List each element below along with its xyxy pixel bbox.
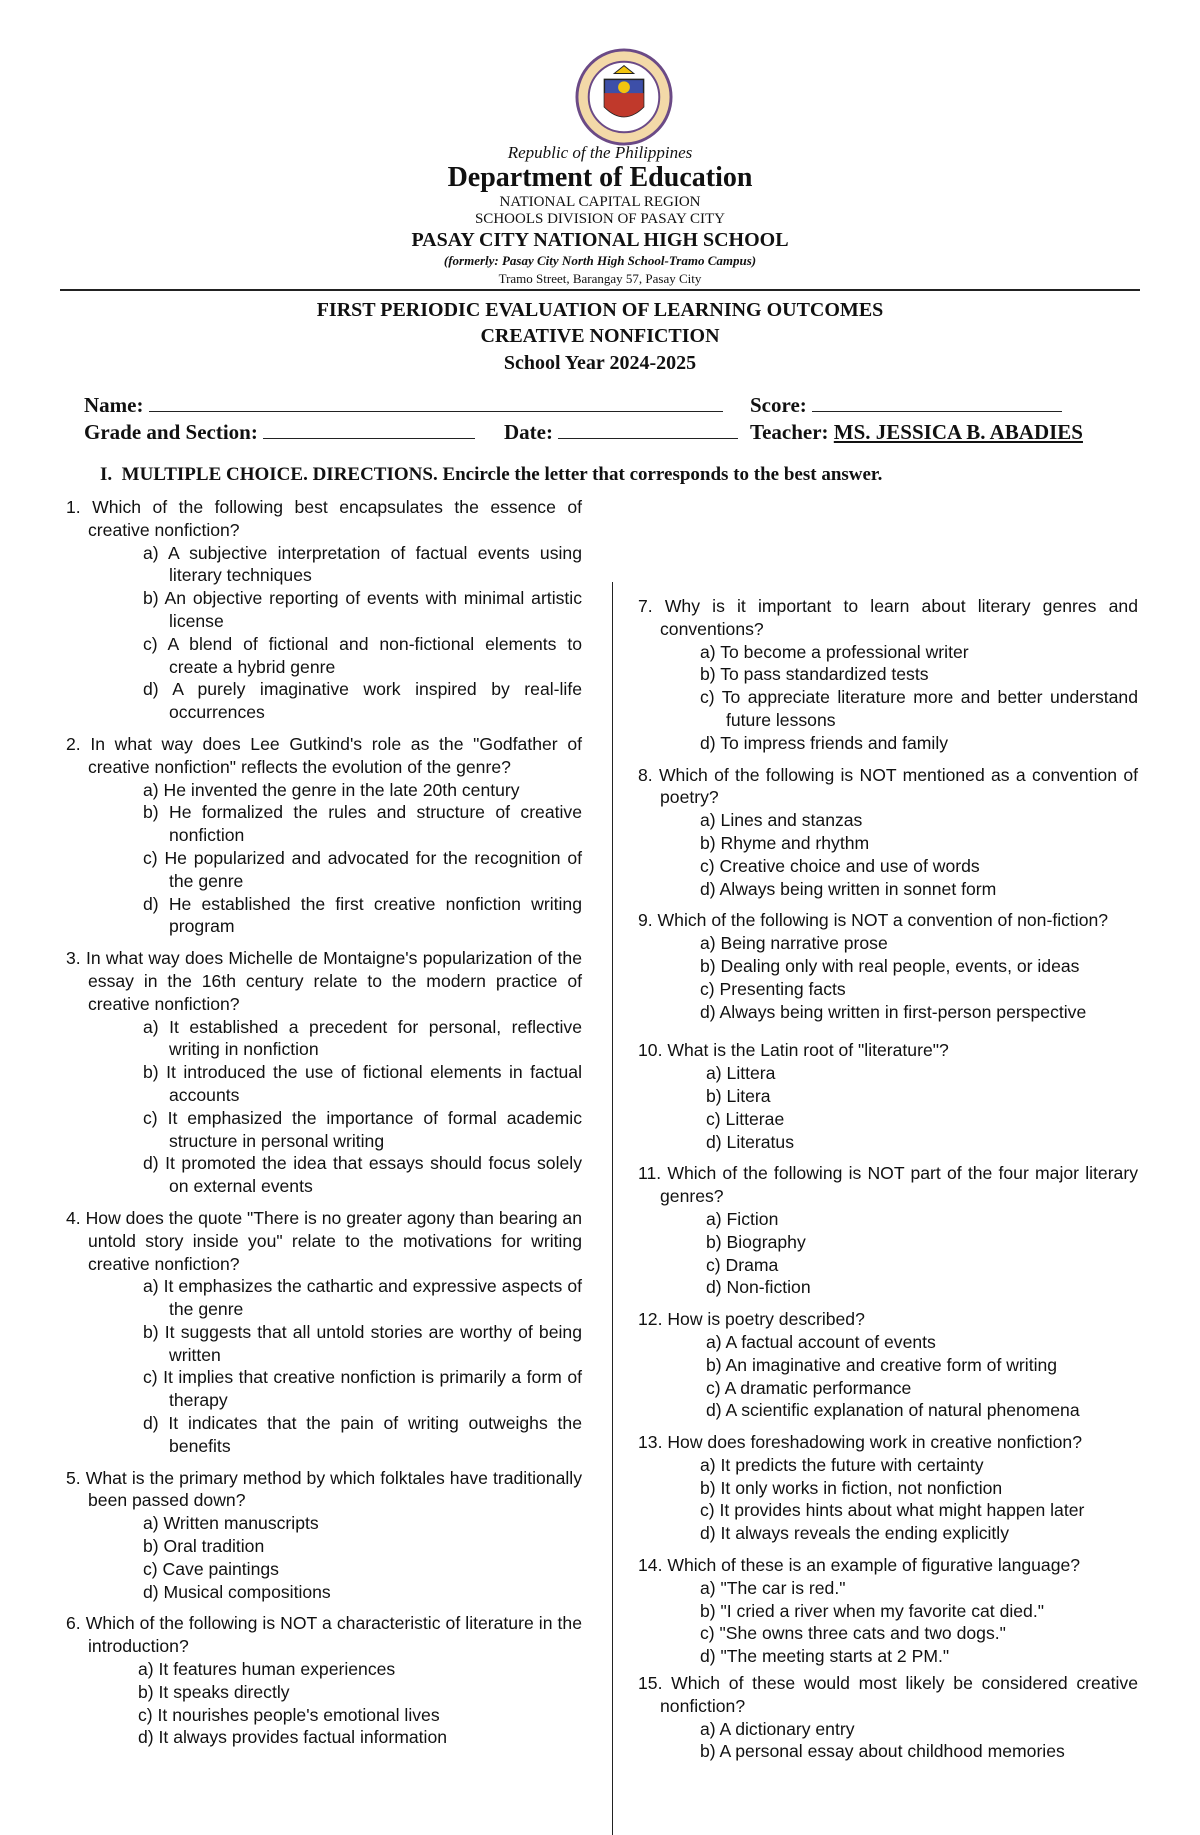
answer-option[interactable]: a) It emphasizes the cathartic and expressive aspects of the genre xyxy=(143,1276,582,1320)
answer-option[interactable]: d) Musical compositions xyxy=(143,1581,331,1602)
answer-option[interactable]: d) Non-fiction xyxy=(706,1277,811,1298)
score-field[interactable] xyxy=(750,393,1062,418)
answer-option[interactable]: b) It only works in fiction, not nonfiction xyxy=(700,1477,1003,1498)
grade-section-field[interactable] xyxy=(84,420,475,445)
answer-option[interactable]: c) Presenting facts xyxy=(700,978,846,999)
name-field[interactable] xyxy=(84,393,723,418)
answer-option[interactable]: c) Litterae xyxy=(706,1108,785,1129)
left-column xyxy=(66,496,582,1749)
question-text: 4. How does the quote "There is no greater agony than bearing an untold story inside you" relate to the motivations for writing creative nonfiction? xyxy=(66,1207,582,1274)
section-number: I. xyxy=(100,464,113,485)
exam-title: FIRST PERIODIC EVALUATION OF LEARNING OUTCOMES xyxy=(316,299,884,321)
answer-option[interactable]: b) It suggests that all untold stories are worthy of being written xyxy=(143,1321,582,1365)
question-item xyxy=(638,595,1138,755)
answer-option[interactable]: d) It indicates that the pain of writing outweighs the benefits xyxy=(143,1413,582,1456)
question-item xyxy=(66,733,582,938)
question-item xyxy=(66,1467,582,1604)
answer-option[interactable]: a) "The car is red." xyxy=(700,1577,846,1598)
name-label: Name: xyxy=(84,393,144,417)
name-blank[interactable] xyxy=(149,393,723,412)
question-item xyxy=(66,947,582,1198)
score-label: Score: xyxy=(750,393,807,417)
department-line: Department of Education xyxy=(447,162,753,193)
answer-option[interactable]: d) To impress friends and family xyxy=(700,732,949,753)
answer-option[interactable]: a) To become a professional writer xyxy=(700,641,969,662)
question-text: 2. In what way does Lee Gutkind's role as the "Godfather of creative nonfiction" reflects the evolution of the genre? xyxy=(66,733,582,777)
question-text: 3. In what way does Michelle de Montaigne's popularization of the essay in the 16th century relate to the modern practice of creative nonfiction? xyxy=(66,948,582,1014)
question-text: 14. Which of these is an example of figurative language? xyxy=(638,1555,1081,1576)
question-text: 13. How does foreshadowing work in creative nonfiction? xyxy=(638,1432,1083,1453)
question-text: 11. Which of the following is NOT part of the four major literary genres? xyxy=(638,1163,1138,1207)
answer-option[interactable]: c) He popularized and advocated for the recognition of the genre xyxy=(143,847,582,891)
question-item xyxy=(638,764,1138,901)
score-blank[interactable] xyxy=(812,393,1062,412)
answer-option[interactable]: b) "I cried a river when my favorite cat died." xyxy=(700,1600,1044,1621)
address-line: Tramo Street, Barangay 57, Pasay City xyxy=(498,271,702,286)
question-text: 7. Why is it important to learn about literary genres and conventions? xyxy=(638,596,1138,639)
republic-line: Republic of the Philippines xyxy=(507,143,693,162)
region-line: NATIONAL CAPITAL REGION xyxy=(499,194,701,210)
question-item xyxy=(638,909,1138,1023)
school-year: School Year 2024-2025 xyxy=(503,352,697,374)
answer-option[interactable]: c) A blend of fictional and non-fictional elements to create a hybrid genre xyxy=(143,633,582,677)
date-blank[interactable] xyxy=(558,420,738,439)
answer-option[interactable]: d) He established the first creative nonfiction writing program xyxy=(143,893,582,937)
answer-option[interactable]: b) An imaginative and creative form of writing xyxy=(706,1354,1058,1375)
answer-option[interactable]: a) Fiction xyxy=(706,1208,779,1229)
answer-option[interactable]: d) Always being written in sonnet form xyxy=(700,878,997,899)
answer-option[interactable]: b) Dealing only with real people, events, or ideas xyxy=(700,955,1080,976)
answer-option[interactable]: d) Literatus xyxy=(706,1131,795,1152)
answer-option[interactable]: c) To appreciate literature more and better understand future lessons xyxy=(700,687,1138,730)
answer-option[interactable]: a) Written manuscripts xyxy=(143,1513,319,1534)
question-text: 15. Which of these would most likely be considered creative nonfiction? xyxy=(638,1673,1138,1716)
answer-option[interactable]: b) He formalized the rules and structure of creative nonfiction xyxy=(143,802,582,846)
answer-option[interactable]: c) It emphasized the importance of formal academic structure in personal writing xyxy=(143,1107,582,1151)
division-line: SCHOOLS DIVISION OF PASAY CITY xyxy=(474,211,726,227)
answer-option[interactable]: a) Littera xyxy=(706,1063,776,1084)
date-label: Date: xyxy=(504,420,553,444)
answer-option[interactable]: b) Litera xyxy=(706,1085,771,1106)
answer-option[interactable]: c) Cave paintings xyxy=(143,1558,279,1579)
column-divider xyxy=(612,582,613,1835)
question-text: 10. What is the Latin root of "literature"? xyxy=(638,1040,949,1061)
answer-option[interactable]: c) Creative choice and use of words xyxy=(700,855,980,876)
teacher-field xyxy=(750,420,1083,445)
section-directions: MULTIPLE CHOICE. DIRECTIONS. Encircle the letter that corresponds to the best answer. xyxy=(121,464,883,485)
question-item xyxy=(638,1672,1138,1763)
answer-option[interactable]: c) Drama xyxy=(706,1254,779,1275)
question-item xyxy=(638,1431,1138,1545)
answer-option[interactable]: d) A scientific explanation of natural phenomena xyxy=(706,1400,1080,1421)
teacher-label: Teacher: xyxy=(750,420,829,444)
answer-option[interactable]: c) It nourishes people's emotional lives xyxy=(138,1704,440,1725)
answer-option[interactable]: a) It features human experiences xyxy=(138,1659,396,1680)
grade-section-label: Grade and Section: xyxy=(84,420,258,444)
answer-option[interactable]: b) Rhyme and rhythm xyxy=(700,832,870,853)
answer-option[interactable]: a) A dictionary entry xyxy=(700,1718,855,1739)
teacher-name: MS. JESSICA B. ABADIES xyxy=(833,420,1083,444)
formerly-line: (formerly: Pasay City North High School-Tramo Campus) xyxy=(443,253,757,268)
right-column xyxy=(638,595,1138,1763)
answer-option[interactable]: a) A subjective interpretation of factual events using literary techniques xyxy=(143,542,582,586)
answer-option[interactable]: b) To pass standardized tests xyxy=(700,664,929,685)
grade-section-blank[interactable] xyxy=(263,420,475,439)
answer-option[interactable]: b) It introduced the use of fictional elements in factual accounts xyxy=(143,1062,582,1105)
answer-option[interactable]: a) He invented the genre in the late 20th century xyxy=(143,779,520,800)
question-item xyxy=(638,1039,1138,1153)
answer-option[interactable]: d) A purely imaginative work inspired by real-life occurrences xyxy=(143,679,582,723)
answer-option[interactable]: b) Biography xyxy=(706,1231,806,1252)
question-text: 12. How is poetry described? xyxy=(638,1309,865,1330)
question-text: 5. What is the primary method by which folktales have traditionally been passed down? xyxy=(66,1467,582,1511)
answer-option[interactable]: b) An objective reporting of events with minimal artistic license xyxy=(143,588,582,631)
answer-option[interactable]: a) Lines and stanzas xyxy=(700,810,863,831)
answer-option[interactable]: c) It provides hints about what might happen later xyxy=(700,1500,1085,1521)
question-item xyxy=(638,1554,1138,1668)
answer-option[interactable]: c) It implies that creative nonfiction is primarily a form of therapy xyxy=(143,1367,582,1411)
answer-option[interactable]: b) It speaks directly xyxy=(138,1681,290,1702)
question-item xyxy=(638,1308,1138,1422)
question-item xyxy=(66,1207,582,1458)
question-text: 1. Which of the following best encapsulates the essence of creative nonfiction? xyxy=(66,497,582,540)
school-name: PASAY CITY NATIONAL HIGH SCHOOL xyxy=(411,229,789,251)
section-heading xyxy=(100,464,882,486)
answer-option[interactable]: b) Oral tradition xyxy=(143,1536,265,1557)
answer-option[interactable]: a) A factual account of events xyxy=(706,1331,936,1352)
question-text: 6. Which of the following is NOT a characteristic of literature in the introduction? xyxy=(66,1613,582,1657)
answer-option[interactable]: a) It established a precedent for personal, reflective writing in nonfiction xyxy=(143,1016,582,1060)
answer-option[interactable]: d) It always provides factual information xyxy=(138,1727,448,1748)
subject-title: CREATIVE NONFICTION xyxy=(480,325,720,347)
question-item xyxy=(66,496,582,724)
header-rule xyxy=(60,289,1140,291)
answer-option[interactable]: d) It always reveals the ending explicitly xyxy=(700,1523,1010,1544)
deped-seal xyxy=(575,48,673,146)
question-item xyxy=(66,1612,582,1749)
answer-option[interactable]: c) "She owns three cats and two dogs." xyxy=(700,1623,1006,1644)
answer-option[interactable]: a) Being narrative prose xyxy=(700,933,888,954)
answer-option[interactable]: d) "The meeting starts at 2 PM." xyxy=(700,1646,950,1667)
answer-option[interactable]: a) It predicts the future with certainty xyxy=(700,1454,984,1475)
question-item xyxy=(638,1162,1138,1299)
answer-option[interactable]: c) A dramatic performance xyxy=(706,1377,912,1398)
answer-option[interactable]: b) A personal essay about childhood memories xyxy=(700,1741,1065,1762)
date-field[interactable] xyxy=(504,420,738,445)
question-text: 8. Which of the following is NOT mentioned as a convention of poetry? xyxy=(638,764,1138,808)
answer-option[interactable]: d) It promoted the idea that essays should focus solely on external events xyxy=(143,1153,582,1197)
answer-option[interactable]: d) Always being written in first-person perspective xyxy=(700,1001,1087,1022)
question-text: 9. Which of the following is NOT a convention of non-fiction? xyxy=(638,910,1109,931)
